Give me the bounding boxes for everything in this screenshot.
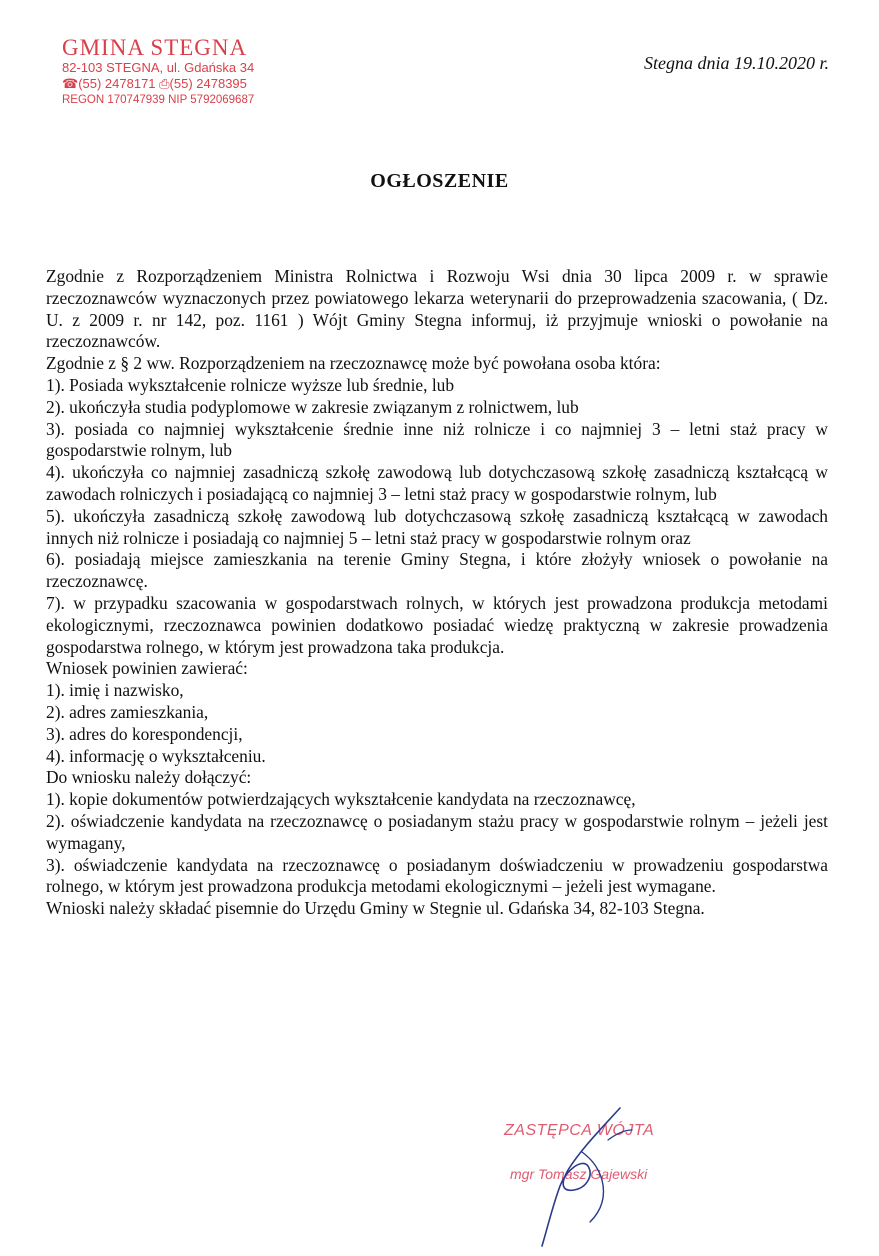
list-item-criterion-2: 2). ukończyła studia podyplomowe w zakresie związanym z rolnictwem, lub <box>46 396 579 417</box>
paragraph-eligibility-heading: Zgodnie z § 2 ww. Rozporządzeniem na rzeczoznawcę może być powołana osoba która: <box>46 353 661 374</box>
list-item-attachment-3: 3). oświadczenie kandydata na rzeczoznawcę o posiadanym doświadczeniu w prowadzeniu gospodarstwa rolnego, w którym jest prowadzona produkcja metodami ekologicznymi – jeżeli jest wymagane. <box>46 854 828 897</box>
municipality-stamp <box>62 36 254 107</box>
list-item-criterion-5: 5). ukończyła zasadniczą szkołę zawodową lub dotychczasową szkołę zasadniczą kształcącą w zawodach innych niż rolnicze i posiadają co najmniej 5 – letni staż pracy w gospodarstwie rolnym oraz <box>46 505 828 548</box>
signature-role-stamp: ZASTĘPCA WÓJTA <box>504 1122 655 1139</box>
place-date: Stegna dnia 19.10.2020 r. <box>643 53 829 73</box>
list-item-attachment-1: 1). kopie dokumentów potwierdzających wykształcenie kandydata na rzeczoznawcę, <box>46 789 636 810</box>
document-title: OGŁOSZENIE <box>370 170 509 192</box>
list-item-criterion-4: 4). ukończyła co najmniej zasadniczą szkołę zawodową lub dotychczasową szkołę zasadniczą kształcącą w zawodach rolniczych i posiadającą co najmniej 3 – letni staż pracy w gospodarstwie rolnym, lub <box>46 462 828 504</box>
stamp-phones: ☎(55) 2478171 ⎙(55) 2478395 <box>62 76 247 92</box>
signature-name-stamp: mgr Tomasz Gajewski <box>510 1166 648 1182</box>
signature-block <box>490 1100 720 1250</box>
stamp-address: 82-103 STEGNA, ul. Gdańska 34 <box>62 60 255 76</box>
list-item-application-1: 1). imię i nazwisko, <box>46 680 184 701</box>
paragraph-attachments-heading: Do wniosku należy dołączyć: <box>46 767 252 788</box>
list-item-criterion-1: 1). Posiada wykształcenie rolnicze wyższe lub średnie, lub <box>46 374 455 395</box>
list-item-application-3: 3). adres do korespondencji, <box>46 723 243 744</box>
list-item-criterion-3: 3). posiada co najmniej wykształcenie średnie inne niż rolnicze i co najmniej 3 – letni staż pracy w gospodarstwie rolnym, lub <box>46 418 828 461</box>
handwritten-signature <box>490 1100 720 1250</box>
list-item-criterion-7: 7). w przypadku szacowania w gospodarstwach rolnych, w których jest prowadzona produkcja metodami ekologicznymi, rzeczoznawca powinien dodatkowo posiadać wiedzę praktyczną w zakresie prowadzenia gospodarstwa rolnego, w którym jest prowadzona taka produkcja. <box>46 592 828 657</box>
list-item-criterion-6: 6). posiadają miejsce zamieszkania na terenie Gminy Stegna, i które złożyły wniosek o powołanie na rzeczoznawcę. <box>46 549 828 592</box>
document-body <box>46 266 828 920</box>
paragraph-submission: Wnioski należy składać pisemnie do Urzędu Gminy w Stegnie ul. Gdańska 34, 82-103 Stegna. <box>46 898 705 919</box>
paragraph-application-heading: Wniosek powinien zawierać: <box>46 658 248 679</box>
stamp-name: GMINA STEGNA <box>62 35 248 60</box>
list-item-application-4: 4). informację o wykształceniu. <box>46 745 266 766</box>
stamp-regon-nip: REGON 170747939 NIP 5792069687 <box>62 93 255 106</box>
list-item-attachment-2: 2). oświadczenie kandydata na rzeczoznawcę o posiadanym stażu pracy w gospodarstwie rolnym – jeżeli jest wymagany, <box>46 810 828 853</box>
list-item-application-2: 2). adres zamieszkania, <box>46 701 209 722</box>
paragraph-intro: Zgodnie z Rozporządzeniem Ministra Rolnictwa i Rozwoju Wsi dnia 30 lipca 2009 r. w sprawie rzeczoznawców wyznaczonych przez powiatowego lekarza weterynarii do przeprowadzenia szacowania, ( Dz. U. z 2009 r. nr 142, poz. 1161 ) Wójt Gminy Stegna informuj, iż przyjmuje wnioski o powołanie na rzeczoznawców. <box>46 266 828 352</box>
